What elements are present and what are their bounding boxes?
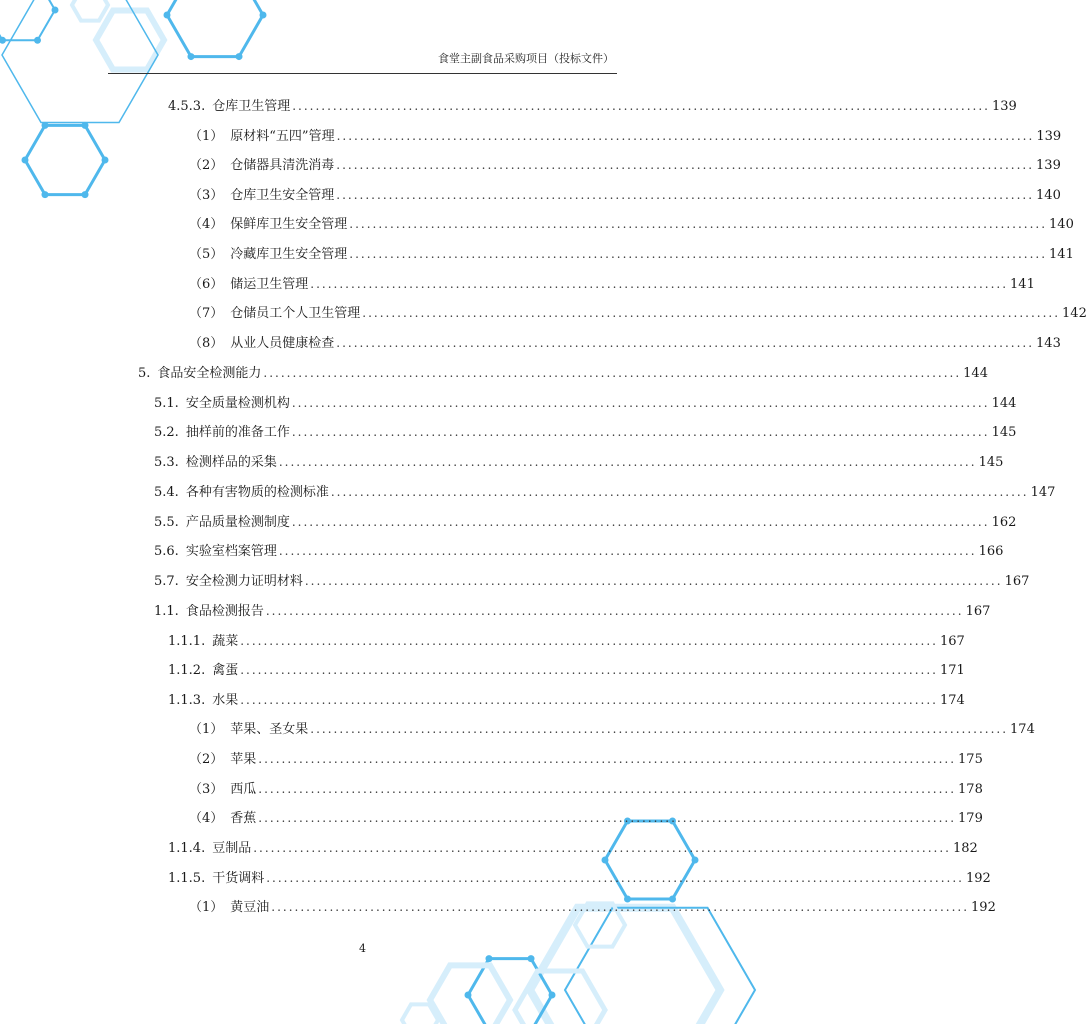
toc-entry-title: 保鲜库卫生安全管理 (230, 217, 348, 232)
header-rule (108, 73, 617, 74)
toc-entry[interactable] (189, 213, 1074, 233)
toc-entry[interactable] (154, 570, 1030, 590)
toc-entry[interactable] (168, 95, 1017, 115)
toc-entry-number: （4） (189, 217, 224, 232)
toc-entry-title: 食品安全检测能力 (157, 366, 262, 381)
toc-dot-leader: ........................................................................................................................ (253, 841, 951, 855)
toc-entry-title: 原材料“五四”管理 (230, 129, 335, 144)
toc-dot-leader: ........................................................................................................................ (266, 871, 964, 885)
toc-dot-leader: ........................................................................................................................ (278, 544, 977, 558)
toc-entry[interactable] (189, 807, 983, 827)
hexagon-node (22, 157, 29, 164)
toc-entry-title: 苹果 (230, 752, 257, 767)
toc-entry-page: 162 (991, 515, 1017, 530)
toc-dot-leader: ........................................................................................................................ (362, 306, 1061, 320)
toc-entry-number: （5） (189, 247, 224, 262)
toc-entry-page: 174 (939, 693, 965, 708)
toc-entry[interactable] (189, 273, 1035, 293)
toc-entry[interactable] (154, 421, 1017, 441)
toc-dot-leader: ........................................................................................................................ (336, 188, 1035, 202)
toc-entry[interactable] (189, 154, 1061, 174)
toc-entry[interactable] (189, 125, 1062, 145)
hexagon-node (465, 992, 472, 999)
toc-dot-leader: ........................................................................................................................ (349, 247, 1048, 261)
toc-entry-title: 苹果、圣女果 (230, 722, 309, 737)
toc-entry-number: 5.5. (154, 515, 179, 530)
toc-entry-page: 182 (952, 841, 978, 856)
toc-dot-leader: ........................................................................................................................ (291, 425, 990, 439)
toc-entry-number: 5.3. (154, 455, 179, 470)
toc-entry-number: （3） (189, 188, 224, 203)
toc-entry-title: 各种有害物质的检测标准 (185, 485, 329, 500)
toc-dot-leader: ........................................................................................................................ (271, 900, 970, 914)
toc-entry-number: 5.2. (154, 425, 179, 440)
toc-entry-page: 192 (971, 900, 996, 915)
toc-entry-page: 144 (963, 366, 988, 381)
hexagon-shape (605, 821, 695, 899)
toc-entry-page: 167 (939, 634, 965, 649)
hexagon-node (82, 191, 89, 198)
toc-entry-number: 4.5.3. (168, 99, 206, 114)
toc-entry-title: 禽蛋 (212, 663, 239, 678)
hexagon-node (82, 122, 89, 129)
toc-entry-number: 5. (138, 366, 151, 381)
hexagon-shape (72, 0, 108, 21)
toc-entry-page: 145 (991, 425, 1017, 440)
toc-entry-page: 140 (1036, 188, 1061, 203)
hexagon-shape (515, 971, 605, 1024)
toc-entry[interactable] (168, 630, 965, 650)
toc-entry-number: 5.7. (154, 574, 179, 589)
toc-dot-leader: ........................................................................................................................ (330, 485, 1029, 499)
toc-entry-title: 产品质量检测制度 (185, 515, 290, 530)
toc-entry-title: 检测样品的采集 (185, 455, 277, 470)
toc-entry-page: 167 (1004, 574, 1030, 589)
toc-entry[interactable] (168, 837, 978, 857)
toc-dot-leader: ........................................................................................................................ (291, 515, 990, 529)
toc-entry[interactable] (189, 718, 1035, 738)
toc-dot-leader: ........................................................................................................................ (265, 604, 964, 618)
toc-entry-number: 1.1.5. (168, 871, 206, 886)
toc-entry-page: 139 (1036, 158, 1061, 173)
toc-dot-leader: ........................................................................................................................ (336, 158, 1035, 172)
hexagon-node (52, 7, 59, 14)
toc-dot-leader: ........................................................................................................................ (263, 366, 962, 380)
toc-dot-leader: ........................................................................................................................ (336, 336, 1035, 350)
toc-entry-title: 西瓜 (230, 782, 257, 797)
toc-entry-number: 5.4. (154, 485, 179, 500)
hexagon-node (42, 122, 49, 129)
toc-entry-page: 142 (1062, 306, 1087, 321)
hexagon-shape (0, 0, 55, 40)
toc-entry-title: 黄豆油 (230, 900, 270, 915)
toc-entry-number: （8） (189, 336, 224, 351)
hexagon-node (164, 12, 171, 19)
toc-entry[interactable] (189, 748, 983, 768)
toc-entry-title: 仓库卫生管理 (212, 99, 291, 114)
toc-entry-title: 从业人员健康检查 (230, 336, 335, 351)
toc-entry-page: 139 (1036, 129, 1062, 144)
toc-entry-page: 174 (1010, 722, 1035, 737)
toc-dot-leader: ........................................................................................................................ (258, 752, 957, 766)
toc-entry-page: 192 (965, 871, 991, 886)
page-number: 4 (359, 942, 366, 955)
toc-entry-title: 仓储员工个人卫生管理 (230, 306, 361, 321)
toc-entry-title: 实验室档案管理 (185, 544, 277, 559)
hexagon-node (486, 955, 493, 962)
toc-entry-title: 水果 (212, 693, 239, 708)
toc-entry-title: 抽样前的准备工作 (185, 425, 290, 440)
toc-entry-page: 141 (1010, 277, 1035, 292)
toc-entry[interactable] (189, 184, 1061, 204)
toc-entry-page: 141 (1049, 247, 1074, 262)
toc-entry-page: 147 (1030, 485, 1056, 500)
toc-entry-title: 蔬菜 (212, 634, 239, 649)
toc-entry-page: 144 (991, 396, 1017, 411)
toc-dot-leader: ........................................................................................................................ (310, 722, 1009, 736)
toc-dot-leader: ........................................................................................................................ (258, 811, 957, 825)
hexagon-node (602, 857, 609, 864)
toc-entry-page: 175 (958, 752, 983, 767)
toc-entry-number: （3） (189, 782, 224, 797)
toc-entry-title: 仓储器具清洗消毒 (230, 158, 335, 173)
toc-entry-number: 1.1. (154, 604, 179, 619)
toc-entry[interactable] (189, 302, 1087, 322)
toc-entry[interactable] (154, 481, 1056, 501)
toc-entry[interactable] (154, 392, 1017, 412)
toc-dot-leader: ........................................................................................................................ (349, 217, 1048, 231)
toc-entry-number: （2） (189, 158, 224, 173)
hexagon-node (692, 857, 699, 864)
hexagon-node (102, 157, 109, 164)
toc-dot-leader: ........................................................................................................................ (292, 99, 990, 113)
hexagon-shape (25, 125, 105, 194)
toc-entry-page: 167 (965, 604, 991, 619)
toc-entry[interactable] (189, 778, 983, 798)
toc-entry-title: 仓库卫生安全管理 (230, 188, 335, 203)
toc-entry-title: 安全检测力证明材料 (185, 574, 303, 589)
toc-entry[interactable] (154, 451, 1004, 471)
toc-entry-number: 1.1.4. (168, 841, 206, 856)
toc-dot-leader: ........................................................................................................................ (258, 782, 957, 796)
toc-entry[interactable] (154, 540, 1004, 560)
hexagon-node (528, 955, 535, 962)
toc-entry-number: （6） (189, 277, 224, 292)
hexagon-node (34, 37, 41, 44)
toc-entry-number: 1.1.3. (168, 693, 206, 708)
toc-dot-leader: ........................................................................................................................ (278, 455, 977, 469)
toc-entry-number: （1） (189, 900, 224, 915)
page-header: 食堂主副食品采购项目（投标文件） (438, 52, 614, 65)
toc-entry-page: 143 (1036, 336, 1061, 351)
toc-entry-title: 储运卫生管理 (230, 277, 309, 292)
toc-entry[interactable] (168, 867, 991, 887)
toc-entry-page: 145 (978, 455, 1004, 470)
toc-entry-number: （4） (189, 811, 224, 826)
toc-dot-leader: ........................................................................................................................ (240, 663, 938, 677)
toc-entry[interactable] (168, 689, 965, 709)
toc-entry-page: 178 (958, 782, 983, 797)
toc-entry[interactable] (189, 243, 1074, 263)
toc-entry-title: 香蕉 (230, 811, 257, 826)
hexagon-node (260, 12, 267, 19)
toc-entry-page: 171 (939, 663, 965, 678)
toc-entry-number: （1） (189, 129, 224, 144)
toc-entry[interactable] (168, 659, 965, 679)
toc-dot-leader: ........................................................................................................................ (240, 693, 938, 707)
toc-entry[interactable] (154, 511, 1017, 531)
toc-entry-page: 179 (958, 811, 983, 826)
hexagon-node (549, 992, 556, 999)
toc-entry[interactable] (138, 362, 988, 382)
toc-entry-title: 豆制品 (212, 841, 252, 856)
hexagon-node (42, 191, 49, 198)
toc-entry-title: 食品检测报告 (185, 604, 264, 619)
toc-entry-number: （7） (189, 306, 224, 321)
toc-dot-leader: ........................................................................................................................ (304, 574, 1003, 588)
hexagon-shape (167, 0, 263, 57)
hexagon-shape (565, 908, 755, 1024)
toc-entry-number: 1.1.1. (168, 634, 206, 649)
toc-entry-page: 139 (991, 99, 1017, 114)
toc-entry-title: 干货调料 (212, 871, 265, 886)
toc-entry-title: 安全质量检测机构 (185, 396, 290, 411)
toc-entry-number: 5.1. (154, 396, 179, 411)
toc-entry[interactable] (189, 896, 996, 916)
toc-dot-leader: ........................................................................................................................ (336, 129, 1035, 143)
toc-dot-leader: ........................................................................................................................ (291, 396, 990, 410)
toc-entry-number: （1） (189, 722, 224, 737)
hexagon-shape (402, 1004, 438, 1024)
toc-dot-leader: ........................................................................................................................ (240, 634, 938, 648)
toc-entry-number: 1.1.2. (168, 663, 206, 678)
hexagon-node (0, 37, 6, 44)
toc-entry[interactable] (154, 600, 991, 620)
toc-entry-page: 140 (1049, 217, 1074, 232)
toc-entry[interactable] (189, 332, 1061, 352)
toc-entry-title: 冷藏库卫生安全管理 (230, 247, 348, 262)
toc-entry-number: 5.6. (154, 544, 179, 559)
toc-dot-leader: ........................................................................................................................ (310, 277, 1009, 291)
toc-entry-page: 166 (978, 544, 1004, 559)
toc-entry-number: （2） (189, 752, 224, 767)
